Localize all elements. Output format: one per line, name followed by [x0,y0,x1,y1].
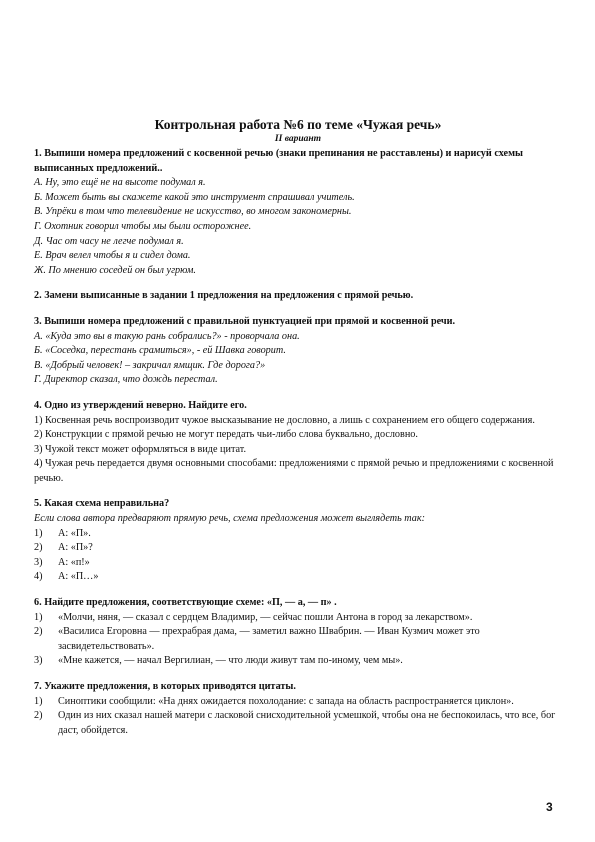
variant-label: II вариант [274,134,322,144]
option-number: 1) [34,611,43,623]
q3-item-a: А. «Куда это вы в такую рань собрались?» - проворчала она. [34,330,300,342]
q1-item-zh: Ж. По мнению соседей он был угрюм. [34,264,196,276]
question-7: 7. Укажите предложения, в которых приводятся цитаты. [34,681,296,692]
option-text: А: «П»? [58,542,93,554]
question-1: 1. Выпиши номера предложений с косвенной речью (знаки препинания не расставлены) и нарисуй схемы выписанных предложений.. [34,148,523,174]
option-text: А: «П…» [58,571,99,583]
q3-item-g: Г. Директор сказал, что дождь перестал. [34,374,218,386]
option-text: «Молчи, няня, — сказал с сердцем Владимир, — сейчас пошли Антона в город за лекарством». [58,611,473,623]
q6-option-3 [34,654,562,669]
q5-option-1 [34,527,562,542]
q4-statement-1: 1) Косвенная речь воспроизводит чужое высказывание не дословно, а лишь с сохранением его общего содержания. [34,414,535,426]
q1-item-v: В. Упрёки в том что телевидение не искусство, во многом закономерны. [34,206,352,218]
q7-option-1 [34,695,562,710]
q7-option-2 [34,709,562,738]
page-title: Контрольная работа №6 по теме «Чужая речь» [154,117,442,132]
question-2: 2. Замени выписанные в задании 1 предложения на предложения с прямой речью. [34,290,414,302]
option-text: Синоптики сообщили: «На днях ожидается похолодание: с запада на область распространяется циклон». [58,695,514,707]
q5-option-4 [34,570,562,585]
q4-statement-4: 4) Чужая речь передается двумя основными способами: предложениями с прямой речью и предложениями с косвенной речью. [34,458,554,484]
option-number: 3) [34,556,43,568]
question-6: 6. Найдите предложения, соответствующие схеме: «П, — а, — п» . [34,597,337,609]
option-text: Один из них сказал нашей матери с ласковой снисходительной усмешкой, чтобы она не беспокоилась, что все, бог даст, обойдется. [58,710,556,736]
q1-item-g: Г. Охотник говорил чтобы мы были осторожнее. [34,220,252,232]
q4-statement-2: 2) Конструкции с прямой речью не могут передать чьи-либо слова буквально, дословно. [34,429,418,441]
q4-statement-3: 3) Чужой текст может оформляться в виде цитат. [34,443,247,455]
page-number: 3 [546,800,553,814]
option-text: А: «П». [58,527,91,539]
question-4: 4. Одно из утверждений неверно. Найдите его. [34,399,247,411]
option-text: «Василиса Егоровна — прехрабрая дама, — заметил важно Швабрин. — Иван Кузмич может это засвидетельствовать». [58,626,480,652]
q6-option-2 [34,625,562,654]
question-5: 5. Какая схема неправильна? [34,498,170,510]
q3-item-v: В. «Добрый человек! – закричал ямщик. Где дорога?» [34,359,266,371]
option-number: 4) [34,571,43,583]
option-text: А: «п!» [58,556,90,568]
q6-option-1 [34,611,562,626]
q5-option-2 [34,541,562,556]
q3-item-b: Б. «Соседка, перестань срамиться», - ей Шавка говорит. [34,345,286,357]
option-number: 2) [34,542,43,554]
option-number: 3) [34,655,43,667]
q1-item-b: Б. Может быть вы скажете какой это инструмент спрашивал учитель. [34,191,355,203]
q1-item-e: Е. Врач велел чтобы я и сидел дома. [34,250,191,262]
option-number: 1) [34,695,43,707]
option-number: 2) [34,626,43,638]
option-number: 2) [34,710,43,722]
q1-item-d: Д. Час от часу не легче подумал я. [34,235,184,247]
option-text: «Мне кажется, — начал Вергилиан, — что люди живут там по-иному, чем мы». [58,655,403,667]
option-number: 1) [34,527,43,539]
q5-option-3 [34,556,562,571]
question-3: 3. Выпиши номера предложений с правильной пунктуацией при прямой и косвенной речи. [34,315,456,327]
q5-intro: Если слова автора предваряют прямую речь, схема предложения может выглядеть так: [34,513,426,525]
worksheet-content [34,117,562,738]
q1-item-a: А. Ну, это ещё не на высоте подумал я. [34,177,206,189]
